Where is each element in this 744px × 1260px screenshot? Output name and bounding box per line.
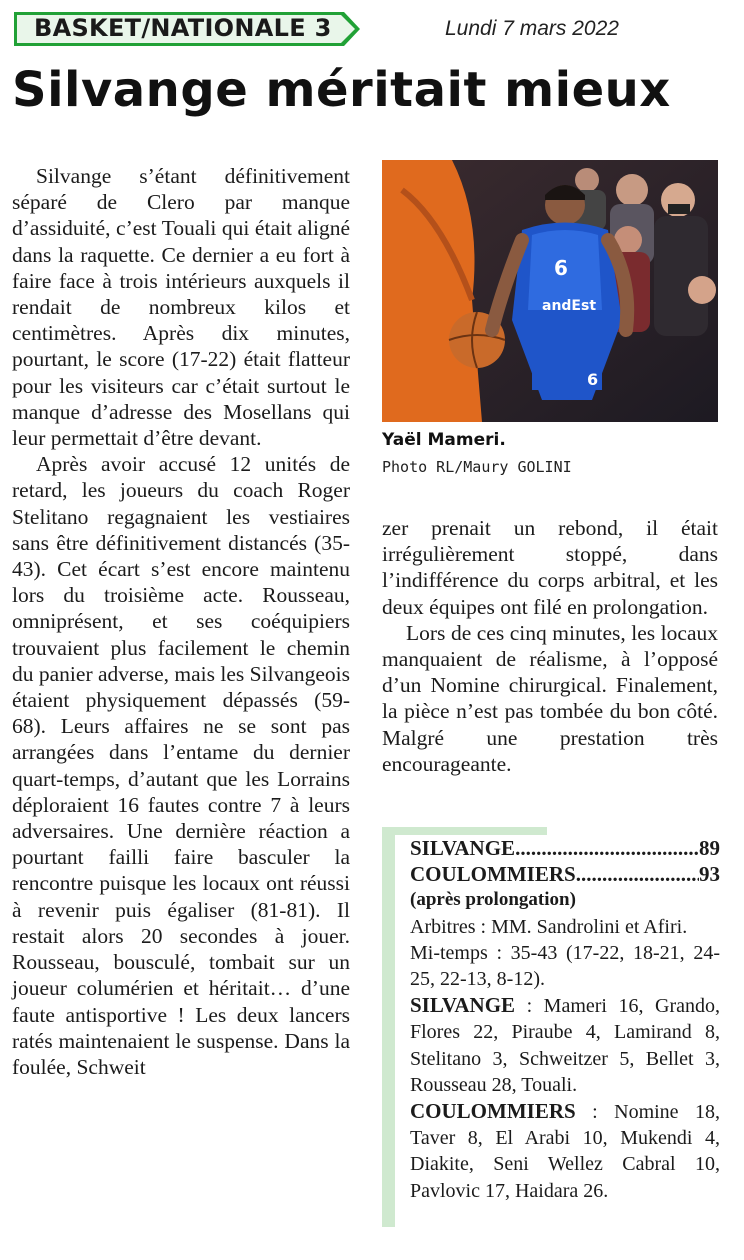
overtime-note: (après prolongation) bbox=[410, 889, 576, 911]
referees: Arbitres : MM. Sandrolini et Afiri. bbox=[410, 915, 688, 938]
home-lineup-label: SILVANGE bbox=[410, 993, 516, 1018]
away-lineup-players: : Nomine 18, Taver 8, El Arabi 10, Mukendi 4, Diakite, Seni Wellez Cabral 10, Pavlovic 17, Haidara 26. bbox=[410, 1101, 720, 1202]
article-headline: Silvange méritait mieux bbox=[12, 62, 671, 118]
rubric-label: BASKET/NATIONALE 3 bbox=[34, 14, 332, 42]
paragraph-2: Après avoir accusé 12 unités de retard, les joueurs du coach Roger Stelitano regagnaient les vestiaires sans être définitivement distancés (35-43). Cet écart s’est encore maintenu lors du troisième acte. Rousseau, omniprésent, et ses coéquipiers trouvaient plus facilement le chemin du panier adverse, mais les Silvangeois étaient physiquement dépassés (59-68). Leurs affaires ne se sont pas arrangées dans l’entame du dernier quart-temps, d’autant que les Lorrains déploraient 16 fautes contre 7 à leurs adversaires. Une dernière réaction a pourtant failli faire basculer la rencontre puisque les locaux ont réussi à revenir puis égaliser (81-81). Il restait alors 20 secondes à jouer. Rousseau, bousculé, tombait sur un joueur columérien et héritait… d’une faute antisportive ! Les deux lancers ratés maintenaient le suspense. Dans la foulée, Schweit bbox=[12, 452, 350, 1079]
photo-credit: Photo RL/Maury GOLINI bbox=[382, 458, 572, 476]
away-lineup bbox=[410, 1098, 720, 1204]
publication-date: Lundi 7 mars 2022 bbox=[445, 17, 619, 40]
article-column-1 bbox=[12, 163, 350, 1080]
away-team-score: 93 bbox=[699, 862, 720, 887]
svg-text:6: 6 bbox=[554, 256, 568, 280]
home-score-line bbox=[410, 835, 720, 861]
home-lineup bbox=[410, 992, 720, 1098]
result-box-top-accent bbox=[382, 827, 547, 835]
svg-text:andEst: andEst bbox=[542, 298, 597, 314]
home-lineup-players: : Mameri 16, Grando, Flores 22, Piraube 4, Lamirand 8, Stelitano 3, Schweitzer 5, Bellet 3, Rousseau 28, Touali. bbox=[410, 995, 720, 1096]
away-lineup-label: COULOMMIERS bbox=[410, 1099, 576, 1124]
halftime-scores: Mi-temps : 35-43 (17-22, 18-21, 24-25, 22-13, 8-12). bbox=[410, 941, 720, 991]
paragraph-1: Silvange s’étant définitivement séparé de Clero par manque d’assiduité, c’est Touali qui était aligné dans la raquette. Ce dernier a eu fort à faire face à trois intérieurs auxquels il rendait de nombreux kilos et centimètres. Après dix minutes, pourtant, le score (17-22) était flatteur pour les visiteurs car c’était surtout le manque d’adresse des Mosellans qui leur permettait d’être devant. bbox=[12, 164, 350, 451]
svg-text:6: 6 bbox=[587, 370, 599, 389]
away-score-line bbox=[410, 861, 720, 887]
leader-dots bbox=[576, 861, 699, 887]
article-column-2 bbox=[382, 515, 718, 777]
section-rubric bbox=[14, 12, 344, 46]
away-team-name: COULOMMIERS bbox=[410, 862, 576, 887]
result-box-accent-bar bbox=[382, 827, 395, 1227]
result-box-body bbox=[410, 835, 720, 1204]
paragraph-3: Lors de ces cinq minutes, les locaux manquaient de réalisme, à l’opposé d’un Nomine chirurgical. Finalement, la pièce n’est pas tombée du bon côté. Malgré une prestation très encourageante. bbox=[382, 620, 718, 776]
basketball-player-photo-icon bbox=[382, 160, 718, 422]
home-team-name: SILVANGE bbox=[410, 836, 516, 860]
paragraph-2-continued: zer prenait un rebond, il était irrégulièrement stoppé, dans l’indifférence du corps arbitral, et les deux équipes ont filé en prolongation. bbox=[382, 516, 718, 619]
photo-caption-name: Yaël Mameri. bbox=[382, 430, 506, 450]
home-team-score: 89 bbox=[699, 836, 720, 860]
leader-dots bbox=[515, 835, 699, 861]
article-photo bbox=[382, 160, 718, 422]
match-result-box bbox=[382, 827, 722, 1237]
